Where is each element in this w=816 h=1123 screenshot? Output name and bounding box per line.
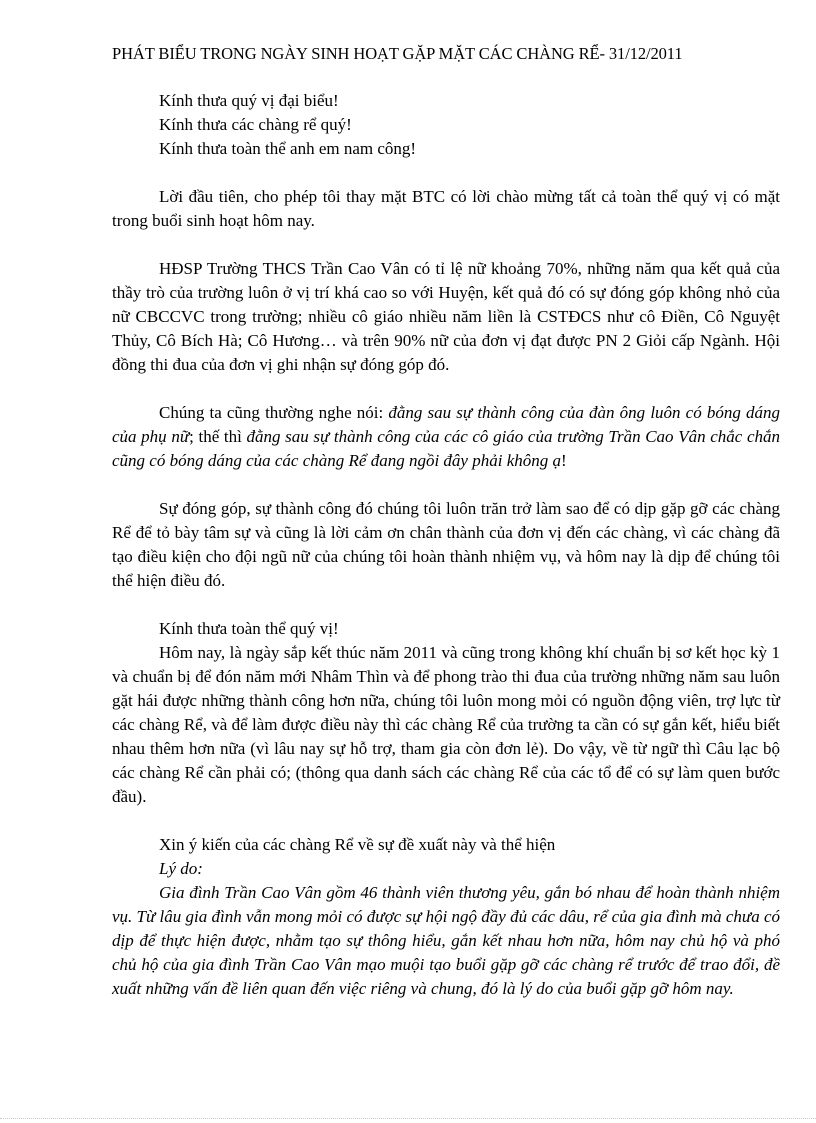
reason-text-italic: Gia đình Trần Cao Vân gồm 46 thành viên thương yêu, gắn bó nhau để hoàn thành nhiệm vụ. Từ lâu gia đình vẫn mong mỏi có được sự hội ngộ đầy đủ các dâu, rể của gia đình mà chưa có dịp để thực hiện được, nhằm tạo sự thông hiểu, gắn kết nhau hơn nữa, hôm nay chủ hộ và phó chủ hộ của gia đình Trần Cao Vân mạo muội tạo buổi gặp gỡ các chàng rể trước để trao đổi, đề xuất những vấn đề liên quan đến việc riêng và chung, đó là lý do của buổi gặp gỡ hôm nay. [112,883,780,998]
paragraph-text: Xin ý kiến của các chàng Rể về sự đề xuất này và thể hiện [159,835,556,854]
paragraph-saying [112,401,780,473]
document-body [112,89,780,1001]
italic-quote: đằng sau sự thành công của đàn ông luôn có bóng dáng của phụ nữ [112,403,780,446]
greeting-line: Kính thưa quý vị đại biểu! [159,91,339,110]
paragraph-proposal [112,617,780,809]
paragraph-text: Sự đóng góp, sự thành công đó chúng tôi luôn trăn trở làm sao để có dịp gặp gỡ các chàng Rể để tỏ bày tâm sự và cũng là lời cảm ơn chân thành của đơn vị đến các chàng, vì các chàng đã tạo điều kiện cho đội ngũ nữ của chúng tôi hoàn thành nhiệm vụ, và hôm nay là dịp để chúng tôi thể hiện điều đó. [112,499,780,590]
greeting-line: Kính thưa các chàng rể quý! [159,115,352,134]
page-bottom-divider [0,1118,816,1119]
paragraph-text: HĐSP Trường THCS Trần Cao Vân có tỉ lệ nữ khoảng 70%, những năm qua kết quả của thầy trò của trường luôn ở vị trí khá cao so với Huyện, kết quả đó có sự đóng góp không nhỏ của nữ CBCCVC trong trường; nhiều cô giáo nhiều năm liền là CSTĐCS như cô Điền, Cô Nguyệt Thủy, Cô Bích Hà; Cô Hương… và trên 90% nữ của đơn vị đạt được PN 2 Giỏi cấp Ngành. Hội đồng thi đua của đơn vị ghi nhận sự đóng góp đó. [112,259,780,374]
reason-label [112,857,780,881]
paragraph-reason [112,833,780,1001]
paragraph-school-results [112,257,780,377]
document-title: PHÁT BIỂU TRONG NGÀY SINH HOẠT GẶP MẶT CÁC CHÀNG RỂ- 31/12/2011 [112,44,683,63]
greeting-line: Kính thưa toàn thể anh em nam công! [159,139,417,158]
paragraph-greeting: Kính thưa toàn thể quý vị! [159,619,339,638]
reason-text [112,881,780,1001]
paragraph-text: Hôm nay, là ngày sắp kết thúc năm 2011 và cũng trong không khí chuẩn bị sơ kết học kỳ 1 và chuẩn bị để đón năm mới Nhâm Thìn và để phong trào thi đua của trường những năm sau luôn gặt hái được những thành công hơn nữa, chúng tôi luôn mong mỏi có nguồn động viên, trợ lực từ các chàng Rể, và để làm được điều này thì các chàng Rể của trường ta cần có sự gắn kết, hiểu biết nhau thêm hơn nữa (vì lâu nay sự hỗ trợ, tham gia còn đơn lẻ). Do vậy, về từ ngữ thì Câu lạc bộ các chàng Rể cần phải có; (thông qua danh sách các chàng Rể của các tổ để có sự làm quen bước đầu). [112,643,780,806]
greetings-block [112,89,780,161]
text-run: ! [561,451,567,470]
text-run: ; thế thì [189,427,247,446]
paragraph-contribution [112,497,780,593]
paragraph-opening [112,185,780,233]
italic-quote: đằng sau sự thành công của các cô giáo của trường Trần Cao Vân chắc chắn cũng có bóng dáng của các chàng Rể đang ngồi đây phải không ạ [112,427,780,470]
paragraph-text: Lời đầu tiên, cho phép tôi thay mặt BTC có lời chào mừng tất cả toàn thể quý vị có mặt trong buổi sinh hoạt hôm nay. [112,187,780,230]
paragraph-text [112,401,780,473]
text-run: Chúng ta cũng thường nghe nói: [159,403,389,422]
reason-label-text: Lý do: [159,859,203,878]
